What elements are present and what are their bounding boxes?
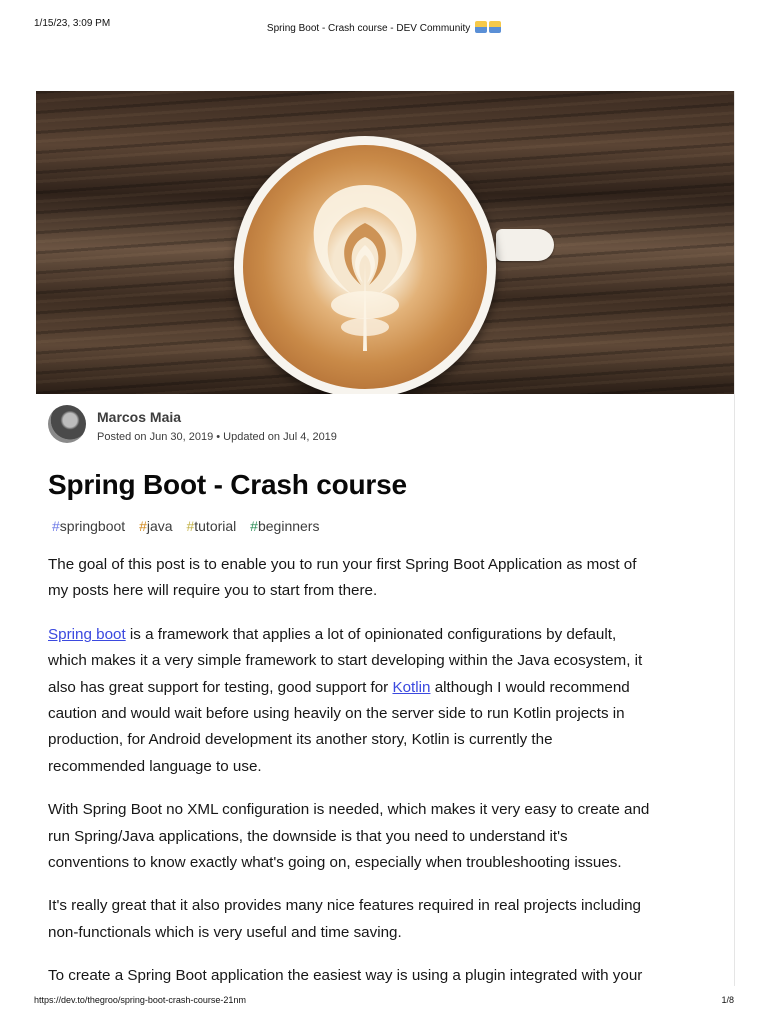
- text-line: which makes it a very simple framework to start developing within the Java ecosystem, it: [48, 652, 643, 670]
- article-card: [36, 91, 735, 986]
- text-line: caution and would wait before using heavily on the server side to run Kotlin projects in: [48, 705, 625, 723]
- cup-handle: [496, 229, 554, 261]
- text-line: conventions to know exactly what's going on, especially when troubleshooting issues.: [48, 854, 622, 872]
- kotlin-link[interactable]: Kotlin: [392, 678, 431, 696]
- paragraph-2: [48, 622, 728, 780]
- spring-boot-link[interactable]: Spring boot: [48, 625, 126, 643]
- tag-hash: #: [250, 518, 258, 534]
- text-line: With Spring Boot no XML configuration is needed, which makes it very easy to create and: [48, 801, 650, 819]
- text-segment: although I would recommend: [430, 678, 630, 696]
- tag-label: beginners: [257, 518, 320, 534]
- text-line: To create a Spring Boot application the easiest way is using a plugin integrated with your: [48, 967, 643, 985]
- tag-label: java: [146, 518, 173, 534]
- paragraph-5: [48, 963, 728, 986]
- person-emoji-icon: [489, 21, 501, 33]
- text-segment: is a framework that applies a lot of opinionated configurations by default,: [125, 625, 617, 643]
- text-line: The goal of this post is to enable you to run your first Spring Boot Application as most of: [48, 556, 637, 573]
- text-segment: also has great support for testing, good support for: [48, 678, 393, 696]
- tag-tutorial[interactable]: [186, 518, 236, 534]
- tag-hash: #: [139, 518, 147, 534]
- post-meta: Posted on Jun 30, 2019 • Updated on Jul 4, 2019: [97, 431, 337, 443]
- text-line: [48, 675, 728, 701]
- print-page-number: 1/8: [721, 995, 734, 1005]
- print-url: https://dev.to/thegroo/spring-boot-crash-course-21nm: [34, 995, 246, 1005]
- text-line: non-functionals which is very useful and time saving.: [48, 923, 402, 941]
- text-line: my posts here will require you to start from there.: [48, 582, 378, 600]
- text-line: [48, 622, 728, 648]
- text-line: recommended language to use.: [48, 757, 262, 775]
- tag-list: [52, 518, 329, 534]
- tag-hash: #: [186, 518, 195, 534]
- print-doc-title: [34, 21, 734, 34]
- print-header: [34, 18, 734, 34]
- tag-label: tutorial: [194, 518, 237, 534]
- article-body: [48, 552, 728, 986]
- print-doc-title-text: Spring Boot - Crash course - DEV Community: [266, 23, 471, 34]
- paragraph-1: [48, 552, 728, 605]
- paragraph-3: [48, 797, 728, 876]
- tag-label: springboot: [59, 518, 126, 534]
- author-avatar[interactable]: [48, 405, 86, 443]
- tag-beginners[interactable]: [250, 518, 319, 534]
- paragraph-4: [48, 893, 728, 946]
- text-line: production, for Android development its another story, Kotlin is currently the: [48, 731, 553, 749]
- tag-hash: #: [52, 518, 60, 534]
- article-title: Spring Boot - Crash course: [48, 469, 407, 500]
- tag-java[interactable]: [139, 518, 172, 534]
- print-date: 1/15/23, 3:09 PM: [34, 18, 111, 29]
- author-block: [48, 404, 448, 446]
- tag-springboot[interactable]: [52, 518, 125, 534]
- latte-art-icon: [243, 145, 487, 389]
- text-line: It's really great that it also provides many nice features required in real projects including: [48, 897, 641, 915]
- cover-image: [36, 91, 735, 394]
- author-name[interactable]: Marcos Maia: [97, 409, 182, 425]
- text-line: run Spring/Java applications, the downside is that you need to understand it's: [48, 827, 568, 845]
- person-emoji-icon: [475, 21, 487, 33]
